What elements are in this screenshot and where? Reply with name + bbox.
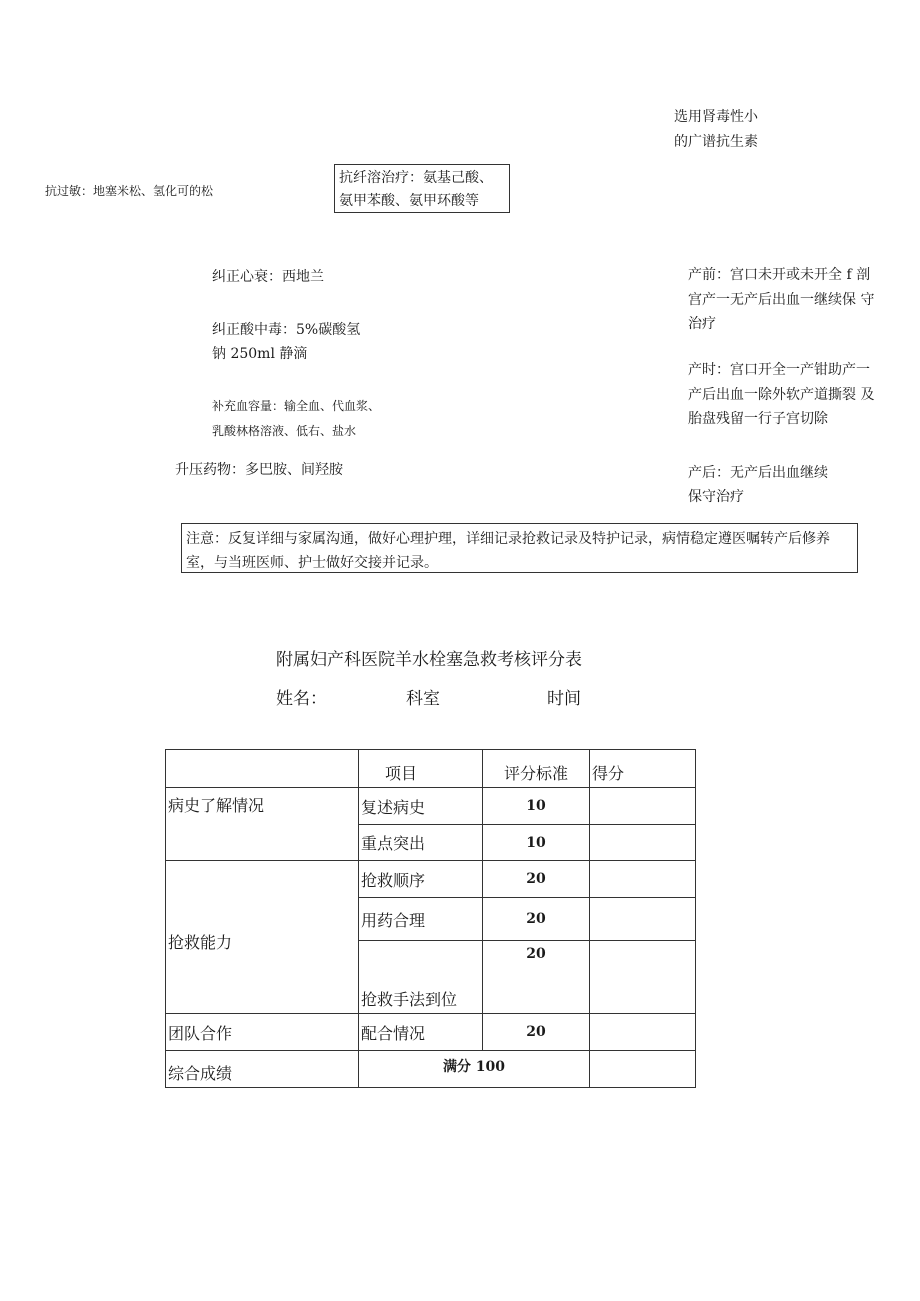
row-item: 配合情况 bbox=[359, 1014, 483, 1051]
row-standard: 20 bbox=[483, 941, 590, 1014]
note-box: 注意：反复详细与家属沟通，做好心理护理，详细记录抢救记录及特护记录，病情稳定遵医嘱转产后修养室，与当班医师、护士做好交接并记录。 bbox=[181, 523, 858, 573]
antifibrinolytic-box bbox=[334, 164, 510, 213]
antibiotic-line-1: 选用肾毒性小 bbox=[674, 109, 758, 125]
total-label: 综合成绩 bbox=[166, 1051, 359, 1088]
header-standard: 评分标准 bbox=[483, 750, 590, 788]
heart-failure-text: 纠正心衰：西地兰 bbox=[212, 269, 324, 285]
vasopressor-text: 升压药物：多巴胺、间羟胺 bbox=[175, 462, 343, 478]
antepartum-line-2: 宫产一无产后出血一继续保 守 bbox=[688, 292, 875, 308]
row-standard: 10 bbox=[483, 825, 590, 861]
intrapartum-line-3: 胎盘残留一行子宫切除 bbox=[688, 411, 828, 427]
row-item: 抢救手法到位 bbox=[359, 941, 483, 1014]
department-label: 科室 bbox=[406, 689, 440, 709]
antepartum-line-1: 产前：宫口未开或未开全 f 剖 bbox=[688, 267, 871, 283]
antifibrinolytic-line-1: 抗纤溶治疗：氨基己酸、 bbox=[339, 170, 493, 186]
row-standard: 20 bbox=[483, 1014, 590, 1051]
row-score-cell[interactable] bbox=[590, 825, 696, 861]
volume-line-1: 补充血容量：输全血、代血浆、 bbox=[212, 399, 381, 413]
intrapartum-line-2: 产后出血一除外软产道撕裂 及 bbox=[688, 387, 875, 403]
row-standard: 20 bbox=[483, 898, 590, 941]
group-rescue: 抢救能力 bbox=[166, 861, 359, 1014]
postpartum-line-1: 产后：无产后出血继续 bbox=[688, 465, 828, 481]
header-row bbox=[166, 750, 696, 788]
score-table bbox=[165, 749, 696, 1088]
total-row bbox=[166, 1051, 696, 1088]
time-label: 时间 bbox=[547, 689, 581, 709]
row-score-cell[interactable] bbox=[590, 898, 696, 941]
row-standard: 20 bbox=[483, 861, 590, 898]
volume-line-2: 乳酸林格溶液、低右、盐水 bbox=[212, 424, 357, 438]
name-label: 姓名： bbox=[276, 689, 327, 709]
row-standard: 10 bbox=[483, 788, 590, 825]
header-blank-cell bbox=[166, 750, 359, 788]
intrapartum-line-1: 产时：宫口开全一产钳助产一 bbox=[688, 362, 870, 378]
row-item: 用药合理 bbox=[359, 898, 483, 941]
table-row bbox=[166, 1014, 696, 1051]
total-score-cell[interactable] bbox=[590, 1051, 696, 1088]
postpartum-line-2: 保守治疗 bbox=[688, 489, 744, 505]
acidosis-line-1: 纠正酸中毒：5%碳酸氢 bbox=[212, 322, 361, 338]
header-score: 得分 bbox=[590, 750, 696, 788]
table-row bbox=[166, 788, 696, 825]
acidosis-line-2: 钠 250ml 静滴 bbox=[212, 346, 308, 362]
antibiotic-line-2: 的广谱抗生素 bbox=[674, 134, 758, 150]
row-item: 复述病史 bbox=[359, 788, 483, 825]
antepartum-line-3: 治疗 bbox=[688, 316, 716, 332]
group-team: 团队合作 bbox=[166, 1014, 359, 1051]
total-value: 满分 100 bbox=[359, 1051, 590, 1088]
header-item: 项目 bbox=[359, 750, 483, 788]
row-score-cell[interactable] bbox=[590, 1014, 696, 1051]
form-title: 附属妇产科医院羊水栓塞急救考核评分表 bbox=[276, 650, 582, 670]
row-score-cell[interactable] bbox=[590, 941, 696, 1014]
table-row bbox=[166, 861, 696, 898]
antifibrinolytic-line-2: 氨甲苯酸、氨甲环酸等 bbox=[339, 193, 479, 209]
row-item: 重点突出 bbox=[359, 825, 483, 861]
group-history: 病史了解情况 bbox=[166, 788, 359, 861]
row-score-cell[interactable] bbox=[590, 788, 696, 825]
row-item: 抢救顺序 bbox=[359, 861, 483, 898]
row-score-cell[interactable] bbox=[590, 861, 696, 898]
anti-allergy-text: 抗过敏：地塞米松、氢化可的松 bbox=[45, 184, 214, 198]
